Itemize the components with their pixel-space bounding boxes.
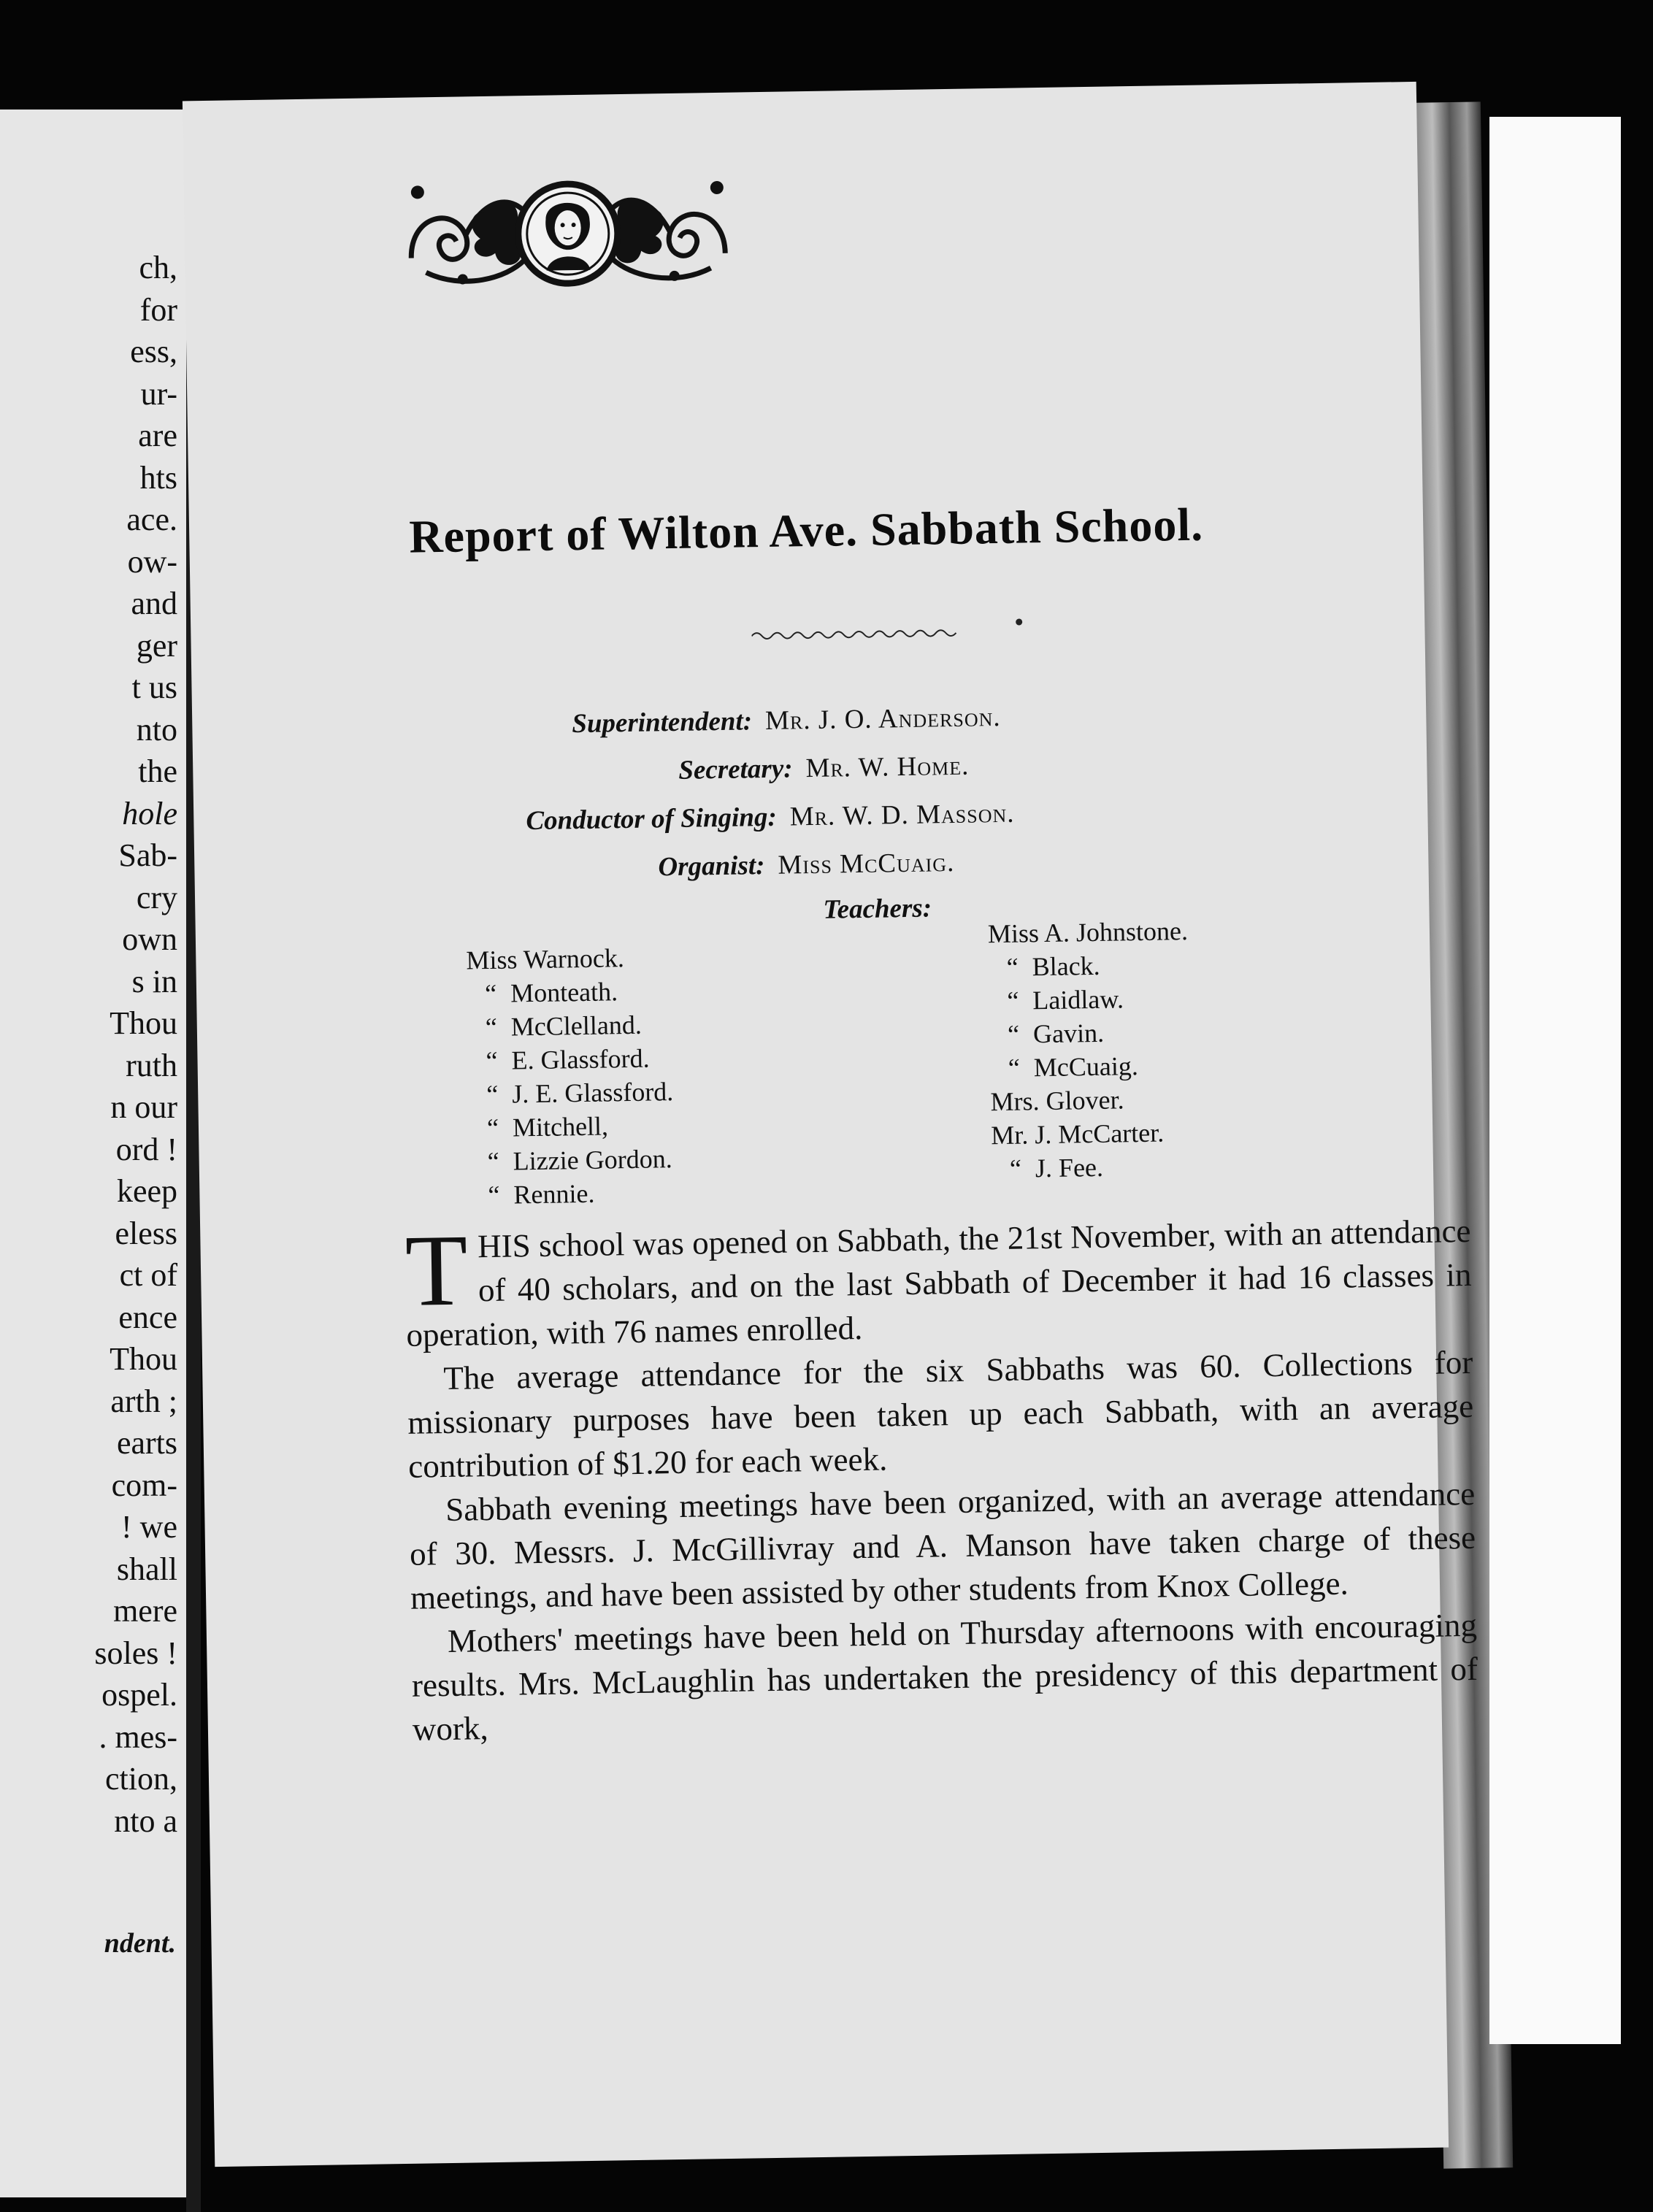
teacher-name: Miss Warnock. [466, 943, 625, 975]
facing-page-line: com- [111, 1467, 177, 1503]
teacher-entry [468, 1075, 674, 1111]
ditto-mark: “ [484, 978, 497, 1009]
teacher-entry [989, 1015, 1190, 1051]
facing-page-line: nto [136, 711, 177, 748]
ditto-mark: “ [1007, 986, 1019, 1015]
teacher-name: McClelland. [510, 1010, 643, 1042]
facing-page-line: . mes- [99, 1718, 177, 1755]
paragraph: Mothers' meetings have been held on Thursday afternoons with encouraging results. Mrs. McLaughlin has undertaken the presidency of this department of work, [411, 1606, 1479, 1748]
facing-page-line: Sab- [118, 837, 177, 873]
teacher-name: Miss A. Johnstone. [987, 915, 1189, 949]
facing-page-line: earts [116, 1425, 177, 1461]
facing-page [0, 110, 186, 2197]
teacher-entry [466, 940, 672, 977]
facing-page-line: ! we [121, 1509, 177, 1545]
facing-page-line: soles ! [94, 1635, 177, 1671]
paragraph-text: HIS school was opened on Sabbath, the 21st November, with an attendance of 40 scholars, and on the last Sabbath of December it had 16 classes in operation, with 76 names enrolled. [406, 1212, 1472, 1353]
teacher-entry [988, 948, 1189, 984]
ditto-mark: “ [1007, 1019, 1020, 1049]
teacher-name: Black. [1032, 951, 1100, 982]
ditto-mark: “ [486, 1079, 499, 1110]
teacher-entry [992, 1149, 1192, 1186]
ditto-mark: “ [486, 1045, 498, 1076]
report-page [183, 82, 1479, 2167]
officer-row [526, 798, 1015, 837]
decorative-rule [751, 626, 963, 641]
drop-cap: T [404, 1213, 469, 1328]
officer-role: Superintendent: [572, 706, 753, 740]
teacher-entry [469, 1108, 675, 1145]
facing-page-line: ct of [119, 1257, 177, 1293]
facing-page-line: nto a [114, 1802, 177, 1839]
officer-name: Mr. J. O. Anderson. [764, 702, 1001, 737]
teachers-heading: Teachers: [823, 893, 932, 925]
teacher-name: Mrs. Glover. [990, 1085, 1124, 1117]
facing-page-line: keep [116, 1173, 177, 1209]
teachers-list-left [466, 940, 675, 1212]
facing-page-line: are [138, 418, 177, 453]
facing-page-line: ence [118, 1299, 177, 1335]
officer-name: Mr. W. Home. [805, 750, 970, 784]
teacher-name: J. E. Glassford. [511, 1077, 674, 1109]
officer-row [678, 750, 970, 786]
facing-page-line: ur- [140, 375, 177, 412]
page-title: Report of Wilton Ave. Sabbath School. [408, 498, 1204, 563]
facing-page-line: n our [110, 1089, 177, 1125]
teacher-name: Gavin. [1032, 1018, 1105, 1049]
facing-page-line: ction, [105, 1761, 177, 1797]
facing-page-line: ord ! [115, 1131, 177, 1167]
facing-page-line: ow- [127, 543, 177, 580]
teacher-entry [989, 1048, 1190, 1085]
teacher-name: Lizzie Gordon. [513, 1144, 672, 1176]
teacher-entry [989, 981, 1189, 1018]
paragraph: Sabbath evening meetings have been organized, with an average attendance of 30. Messrs. J. McGillivray and A. Manson have taken charge of these meetings, and have been assisted by other students from Knox College. [409, 1475, 1476, 1616]
teachers-list-right [988, 914, 1192, 1186]
teacher-entry [990, 1082, 1191, 1118]
facing-page-line: own [122, 921, 177, 957]
facing-page-line: ch, [139, 250, 177, 285]
paragraph [404, 1209, 1473, 1357]
officer-role: Organist: [658, 850, 765, 883]
officer-role: Conductor of Singing: [526, 802, 778, 837]
facing-page-line: ger [136, 627, 177, 664]
ditto-mark: “ [1006, 952, 1019, 982]
ditto-mark: “ [486, 1113, 499, 1143]
teacher-entry [467, 1041, 673, 1078]
facing-page-text [94, 247, 177, 1842]
officer-row [658, 847, 955, 883]
teacher-name: Mr. J. McCarter. [990, 1118, 1165, 1151]
teacher-entry [469, 1142, 675, 1178]
facing-page-line: s in [131, 963, 177, 999]
facing-page-line: ace. [126, 502, 177, 537]
facing-page-line: the [138, 753, 177, 789]
facing-page-line: Thou [110, 1005, 177, 1041]
report-body [404, 1209, 1479, 1751]
ditto-mark: “ [485, 1012, 498, 1042]
facing-page-line: ospel. [101, 1677, 177, 1713]
officer-role: Secretary: [678, 753, 793, 786]
officer-name: Mr. W. D. Masson. [789, 798, 1015, 832]
teacher-name: Laidlaw. [1032, 984, 1124, 1015]
facing-page-line: ess, [130, 334, 177, 369]
teacher-entry [467, 974, 672, 1010]
facing-page-line: arth ; [110, 1383, 177, 1419]
teacher-name: Mitchell, [512, 1111, 609, 1143]
facing-page-line: cry [136, 879, 177, 915]
facing-page-line: t us [131, 669, 177, 705]
ditto-mark: “ [487, 1146, 500, 1177]
officer-name: Miss McCuaig. [778, 847, 955, 880]
teacher-entry [467, 1007, 672, 1044]
facing-page-line: mere [113, 1593, 177, 1629]
facing-page-line: and [131, 585, 177, 621]
teacher-name: Monteath. [510, 977, 618, 1008]
rule-dot [1016, 618, 1022, 625]
facing-page-line: for [139, 291, 177, 328]
ditto-mark: “ [488, 1180, 500, 1210]
facing-page-line: ruth [126, 1047, 177, 1083]
teacher-entry [988, 914, 1189, 951]
teacher-name: McCuaig. [1033, 1051, 1139, 1083]
facing-page-line: hts [139, 459, 177, 496]
facing-page-line: shall [116, 1551, 177, 1587]
teacher-name: Rennie. [513, 1178, 595, 1210]
teacher-entry [991, 1115, 1192, 1152]
facing-page-line: hole [122, 795, 177, 832]
teacher-name: J. Fee. [1035, 1152, 1104, 1183]
scan-margin [1489, 117, 1621, 2044]
facing-page-footer: ndent. [104, 1928, 176, 1959]
facing-page-line: Thou [110, 1341, 177, 1377]
facing-page-line: eless [115, 1215, 177, 1251]
teacher-entry [469, 1175, 675, 1212]
ditto-mark: “ [1009, 1153, 1022, 1183]
officer-row [572, 702, 1001, 740]
ornamental-headpiece [395, 165, 740, 302]
paragraph: The average attendance for the six Sabbaths was 60. Collections for missionary purposes have been taken up each Sabbath, with an average contribution of $1.20 for each week. [407, 1343, 1474, 1485]
officers-list [192, 695, 1426, 883]
teacher-name: E. Glassford. [511, 1043, 650, 1075]
ditto-mark: “ [1008, 1053, 1021, 1083]
